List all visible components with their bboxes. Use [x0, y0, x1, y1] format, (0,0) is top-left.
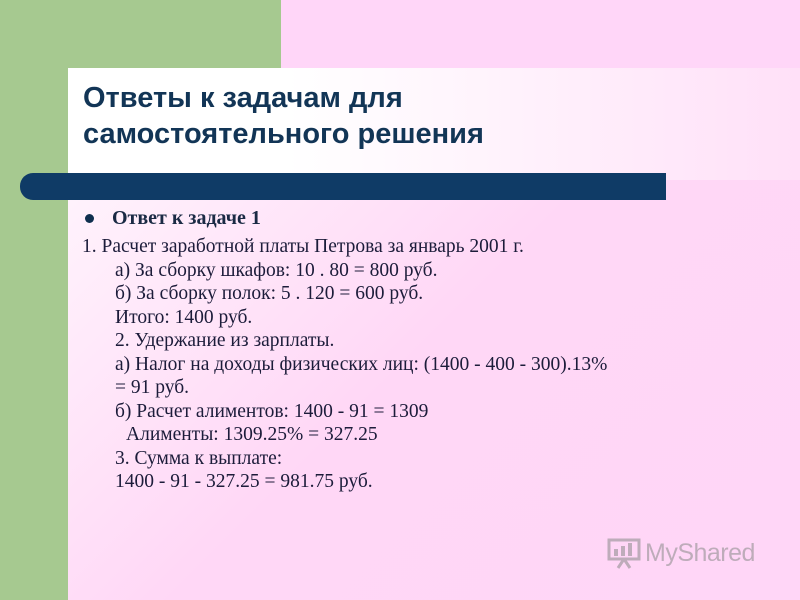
body-line-8: б) Расчет алиментов: 1400 - 91 = 1309 — [115, 400, 429, 422]
body-line-1: 1. Расчет заработной платы Петрова за январь 2001 г. — [82, 236, 524, 257]
title-divider-bar — [20, 173, 666, 200]
watermark-text: MyShared — [645, 538, 755, 567]
myshared-watermark — [607, 536, 755, 570]
body-line-10: 3. Сумма к выплате: — [115, 447, 283, 469]
title-line-2: самостоятельного решения — [83, 118, 484, 150]
bullet-text: Ответ к задаче 1 — [112, 207, 261, 229]
body-line-5: 2. Удержание из зарплаты. — [115, 330, 335, 351]
presentation-board-icon — [607, 537, 641, 569]
bullet-dot-icon — [85, 214, 94, 223]
body-line-6: а) Налог на доходы физических лиц: (1400 - 400 - 300).13% — [115, 353, 608, 375]
left-green-strip — [0, 0, 68, 600]
body-line-4: Итого: 1400 руб. — [115, 306, 253, 328]
title-line-1: Ответы к задачам для — [83, 82, 403, 114]
top-green-block — [0, 0, 281, 68]
slide-body — [82, 204, 782, 494]
slide-title — [83, 80, 484, 152]
top-pink-block — [281, 0, 800, 68]
body-line-7: = 91 руб. — [115, 377, 190, 398]
bullet-heading — [82, 204, 782, 232]
body-line-9: Алименты: 1309.25% = 327.25 — [126, 424, 378, 445]
body-line-11: 1400 - 91 - 327.25 = 981.75 руб. — [115, 471, 373, 492]
body-line-2: а) За сборку шкафов: 10 . 80 = 800 руб. — [115, 259, 438, 281]
body-line-3: б) За сборку полок: 5 . 120 = 600 руб. — [115, 283, 424, 304]
